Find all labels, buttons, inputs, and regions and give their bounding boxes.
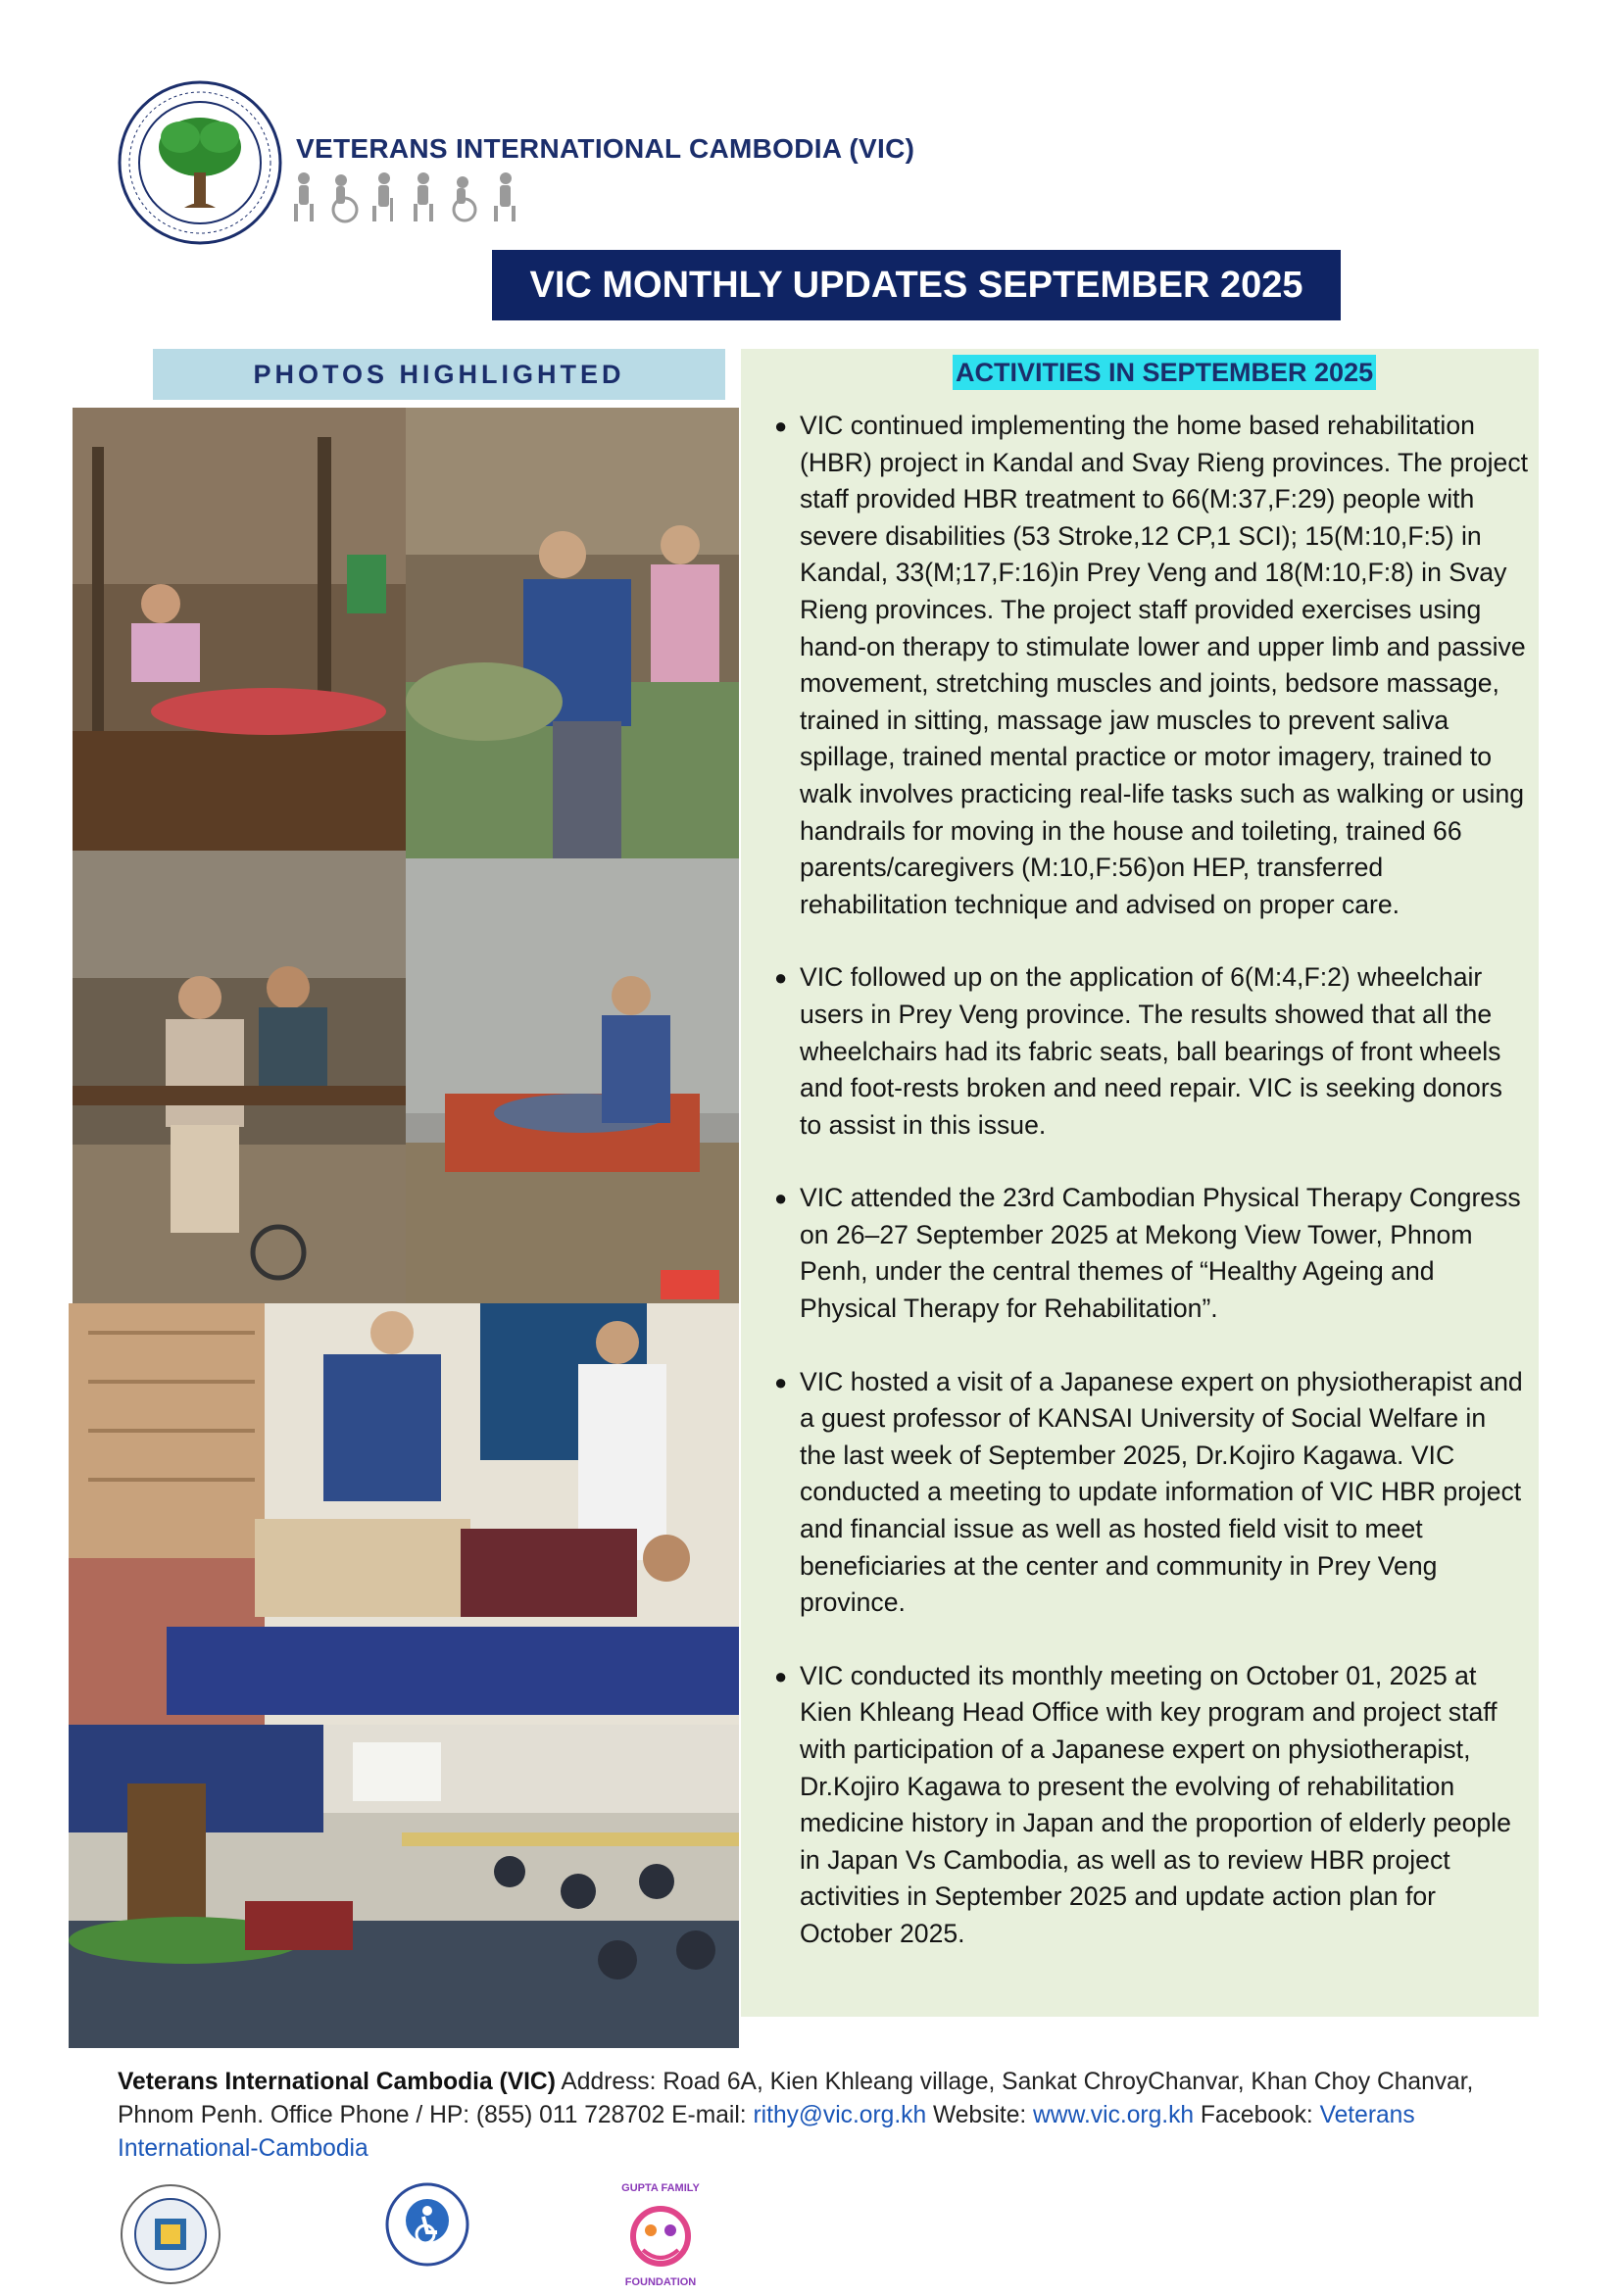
expert-visit-center-photo: [69, 1303, 739, 1725]
activity-item: ● VIC attended the 23rd Cambodian Physical Therapy Congress on 26–27 September 2025 at Mekong View Tower, Phnom Penh, under the central themes of “Healthy Ageing and Physical Therapy for Rehabilitation”.: [774, 1183, 1521, 1324]
hbr-seated-treatment-photo: [73, 851, 406, 1303]
partner-disability-council-icon: [384, 2181, 470, 2268]
vic-logo: [116, 78, 284, 247]
footer-facebook-link[interactable]: Veterans International-Cambodia: [118, 2102, 1415, 2162]
org-name: VETERANS INTERNATIONAL CAMBODIA (VIC): [296, 133, 915, 164]
footer-org-name: Veterans International Cambodia (VIC): [118, 2069, 556, 2095]
footer-address: Address: Road 6A, Kien Khleang village, Sankat ChroyChanvar, Khan Choy Chanvar, Phnom Penh. Office Phone / HP: (855) 011 728702 E-mail:: [118, 2069, 1474, 2128]
activity-item: ● VIC conducted its monthly meeting on October 01, 2025 at Kien Khleang Head Office with key program and project staff with participation of a Japanese expert on physiotherapist, Dr.Kojiro Kagawa to present the evolving of rehabilitation medicine history in Japan and the proportion of elderly people in Japan Vs Cambodia, as well as to review HBR project activities in September 2025 and update action plan for October 2025.: [774, 1660, 1511, 1948]
hbr-floor-treatment-photo: [73, 408, 406, 851]
activity-list: [774, 408, 1529, 1989]
footer-contact: [118, 2066, 1529, 2166]
monthly-meeting-photo: [69, 1725, 739, 2048]
footer-website-link[interactable]: www.vic.org.kh: [1033, 2102, 1195, 2128]
footer-website-label: Website:: [926, 2102, 1034, 2128]
hbr-tin-house-treatment-photo: [406, 858, 739, 1303]
gupta-foundation-label: FOUNDATION: [624, 2276, 697, 2288]
hbr-leg-exercise-photo: [406, 408, 739, 858]
photos-heading: PHOTOS HIGHLIGHTED: [153, 349, 725, 400]
page-title: VIC MONTHLY UPDATES SEPTEMBER 2025: [492, 250, 1341, 320]
activities-heading: ACTIVITIES IN SEPTEMBER 2025: [953, 355, 1376, 390]
activity-item: ● VIC hosted a visit of a Japanese expert on physiotherapist and a guest professor of KANSAI University of Social Welfare in the last week of September 2025, Dr.Kojiro Kagawa. VIC conducted a meeting to update information of VIC HBR project and financial issue as well as hosted field visit to meet beneficiaries at the center and community in Prey Veng province.: [774, 1366, 1523, 1618]
footer-facebook-label: Facebook:: [1194, 2102, 1320, 2128]
footer-email-link[interactable]: rithy@vic.org.kh: [753, 2102, 927, 2128]
activity-item: ● VIC continued implementing the home based rehabilitation (HBR) project in Kandal and Svay Rieng provinces. The project staff provided HBR treatment to 66(M:37,F:29) people with severe disabilities (53 Stroke,12 CP,1 SCI); 15(M:10,F:5) in Kandal, 33(M;17,F:16)in Prey Veng and 18(M:10,F:8) in Svay Rieng provinces. The project staff provided exercises using hand-on therapy to stimulate lower and upper limb and passive movement, stretching muscles and joints, bedsore massage, trained in sitting, massage jaw muscles to prevent saliva spillage, trained mental practice or motor imagery, trained to walk involves practicing real-life tasks such as walking or using handrails for moving in the house and toileting, trained 66 parents/caregivers (M:10,F:56)on HEP, transferred rehabilitation technique and advised on proper care.: [774, 411, 1529, 919]
activity-item: ● VIC followed up on the application of 6(M:4,F:2) wheelchair users in Prey Veng province. The results showed that all the wheelchairs had its fabric seats, ball bearings of front wheels and foot-rests broken and need repair. VIC is seeking donors to assist in this issue.: [774, 962, 1502, 1140]
gupta-family-foundation-logo: [600, 2172, 721, 2291]
partner-seal-icon: [118, 2181, 223, 2287]
disability-figures-icon: [290, 169, 535, 223]
gupta-family-label: GUPTA FAMILY: [621, 2182, 700, 2194]
